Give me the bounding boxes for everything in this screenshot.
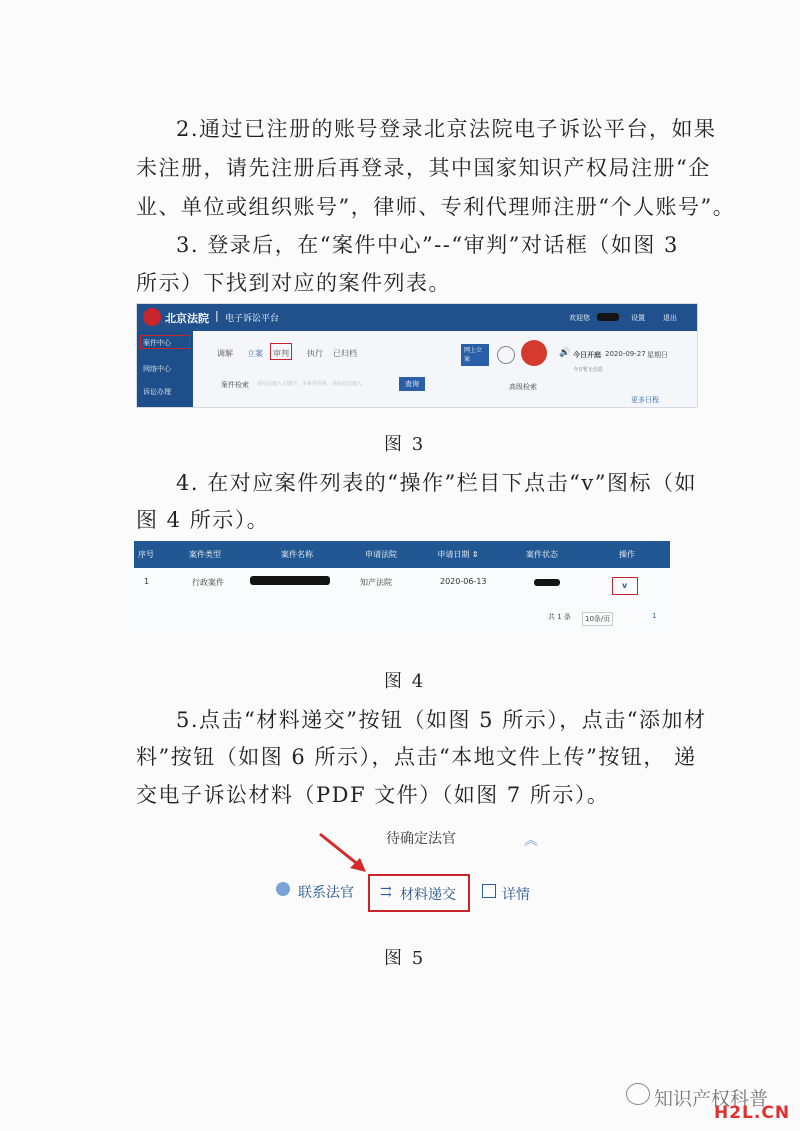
submit-materials-button[interactable]: 材料递交 — [400, 887, 456, 903]
platform-name: 电子诉讼平台 — [225, 314, 280, 324]
pagination-current-page[interactable]: 1 — [652, 612, 657, 620]
upload-icon: ⇉ — [380, 884, 392, 900]
sidebar — [137, 331, 193, 407]
judge-status: 待确定法官 — [386, 831, 456, 847]
settings-link[interactable]: 设置 — [631, 314, 645, 322]
paragraph-3-line-2: 所示）下找到对应的案件列表。 — [136, 271, 451, 295]
search-button[interactable]: 查询 — [399, 377, 425, 391]
pagination-total: 共 1 条 — [548, 613, 571, 621]
row-date: 2020-06-13 — [440, 577, 487, 586]
site-logo: H2L.CN — [714, 1103, 791, 1123]
watermark-text: 知识产权科普 — [654, 1088, 769, 1110]
case-search-input[interactable]: 请在此输入关键字，多条件检索，请在此处输入 — [257, 381, 363, 387]
redacted-case-name — [250, 576, 330, 585]
figure-5-caption: 图 5 — [384, 948, 426, 969]
details-icon — [482, 884, 496, 898]
paragraph-5-line-3: 交电子诉讼材料（PDF 文件）（如图 7 所示）。 — [136, 783, 610, 807]
figure-3-screenshot — [136, 303, 698, 408]
case-search-label: 案件检索 — [221, 381, 249, 389]
today-notice: 今日暂无信息 — [573, 367, 604, 373]
figure-3-caption: 图 3 — [384, 434, 426, 455]
logo-text: 北京法院 — [165, 312, 209, 325]
row-case-type: 行政案件 — [192, 578, 224, 587]
chevron-up-icon[interactable]: ︽ — [524, 833, 538, 849]
figure-4-case-table — [134, 541, 670, 629]
current-weekday: 星期日 — [647, 351, 668, 359]
paragraph-4-line-2: 图 4 所示）。 — [136, 508, 270, 532]
wechat-icon — [626, 1083, 650, 1105]
tab-execution[interactable]: 执行 — [307, 349, 323, 358]
national-emblem-icon — [521, 340, 547, 366]
column-index: 序号 — [138, 550, 154, 559]
court-emblem-icon — [143, 308, 161, 326]
tab-archived[interactable]: 已归档 — [333, 349, 357, 358]
red-arrow-pointer — [316, 830, 372, 874]
today-hearing-label: 今日开庭 — [573, 351, 601, 359]
details-button[interactable]: 详情 — [502, 887, 530, 903]
court-seal-icon — [497, 346, 515, 364]
tab-trial[interactable]: 审判 — [273, 349, 289, 358]
tab-filing[interactable]: 立案 — [247, 349, 263, 358]
tab-mediation[interactable]: 调解 — [217, 349, 233, 358]
column-action: 操作 — [619, 550, 635, 559]
redacted-case-status — [534, 579, 560, 586]
platform-header: 北京法院 | 电子诉讼平台 欢迎您 设置 退出 — [137, 304, 697, 331]
paragraph-5-line-1: 5.点击“材料递交”按钮（如图 5 所示），点击“添加材 — [176, 708, 707, 732]
row-index: 1 — [144, 577, 150, 586]
column-court: 申请法院 — [365, 550, 397, 559]
sidebar-item-case-center[interactable]: 案件中心 — [143, 339, 171, 347]
column-case-name: 案件名称 — [281, 550, 313, 559]
sidebar-item-network-center[interactable]: 网络中心 — [143, 365, 171, 373]
column-case-type: 案件类型 — [189, 550, 221, 559]
logout-link[interactable]: 退出 — [663, 314, 677, 322]
paragraph-5-line-2: 料”按钮（如图 6 所示），点击“本地文件上传”按钮， 递 — [136, 745, 697, 769]
paragraph-2-line-3: 业、单位或组织账号”，律师、专利代理师注册“个人账号”。 — [136, 195, 736, 219]
more-schedule-link[interactable]: 更多日程 — [631, 396, 659, 404]
pagination-page-size[interactable]: 10条/页 — [582, 612, 613, 626]
figure-4-caption: 图 4 — [384, 671, 426, 692]
advanced-search-link[interactable]: 高级检索 — [509, 383, 537, 391]
chat-icon — [276, 882, 290, 896]
speaker-icon: 🔊 — [559, 348, 571, 358]
table-header — [134, 541, 670, 568]
contact-judge-button[interactable]: 联系法官 — [298, 885, 354, 901]
redacted-username — [597, 313, 619, 321]
online-filing-button[interactable]: 网上立案 — [461, 344, 489, 366]
welcome-text: 欢迎您 — [569, 314, 590, 322]
paragraph-2-line-1: 2.通过已注册的账号登录北京法院电子诉讼平台，如果 — [176, 117, 717, 141]
figure-5-buttons — [260, 822, 560, 922]
row-court: 知产法院 — [360, 578, 392, 587]
paragraph-2-line-2: 未注册，请先注册后再登录，其中国家知识产权局注册“企 — [136, 156, 711, 180]
sidebar-item-litigation[interactable]: 诉讼办理 — [143, 388, 171, 396]
column-status: 案件状态 — [526, 550, 558, 559]
row-action-expand-button[interactable]: v — [622, 581, 628, 590]
current-date: 2020-09-27 — [605, 350, 646, 358]
column-date[interactable]: 申请日期 ⇕ — [437, 550, 479, 559]
paragraph-3-line-1: 3. 登录后，在“案件中心”--“审判”对话框（如图 3 — [176, 233, 679, 257]
paragraph-4-line-1: 4. 在对应案件列表的“操作”栏目下点击“v”图标（如 — [176, 471, 698, 495]
